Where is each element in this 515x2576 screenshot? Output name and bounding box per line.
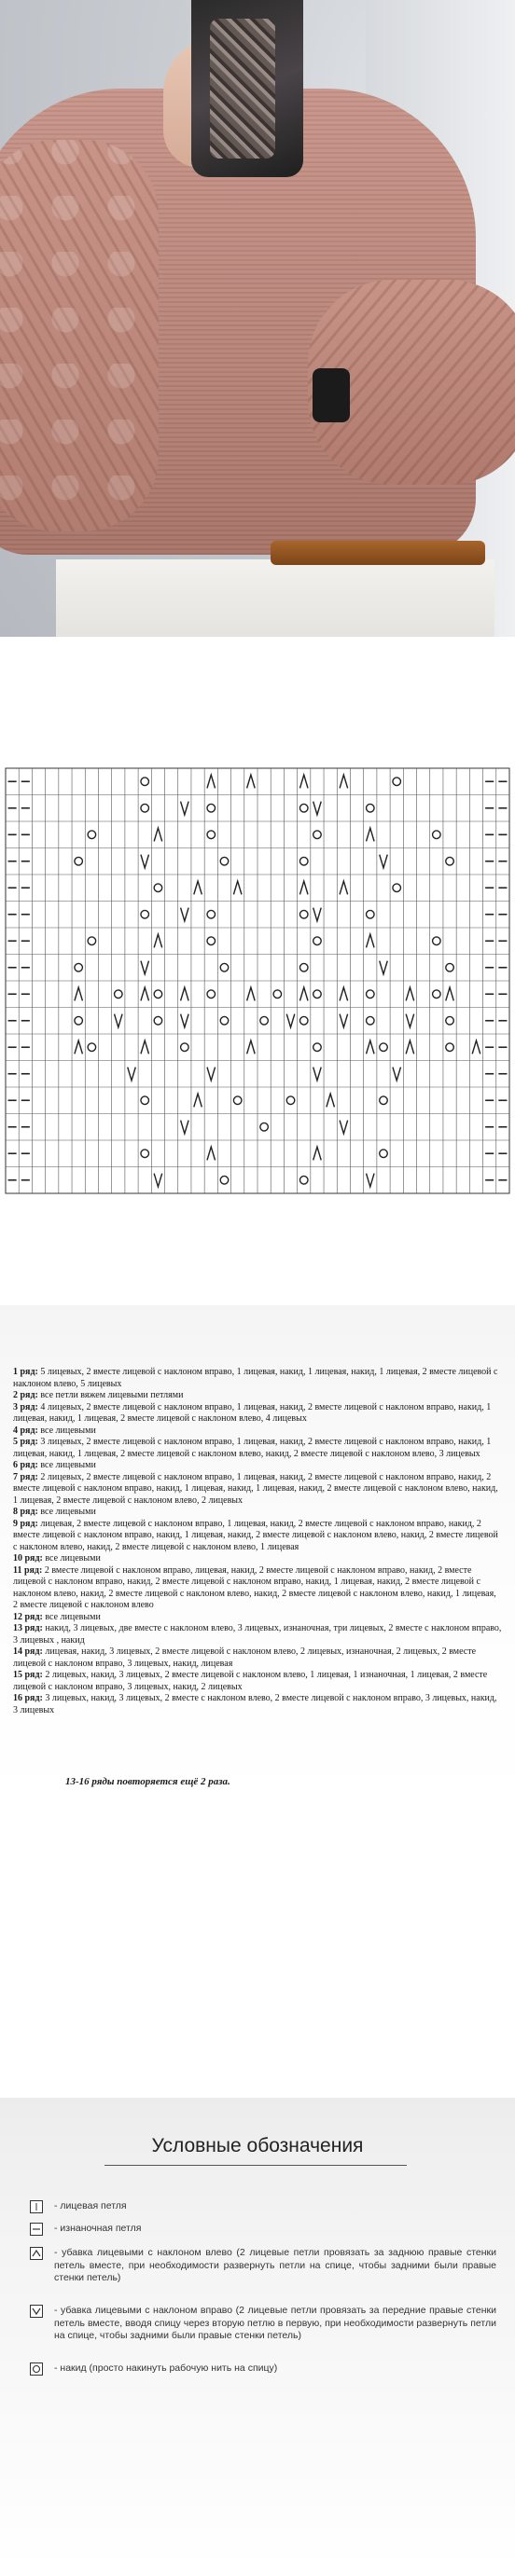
instruction-row xyxy=(13,1553,503,1565)
row-label: 8 ряд: xyxy=(13,1507,38,1517)
row-text: лицевая, накид, 3 лицевых, 2 вместе лицевой с наклоном влево, 2 лицевых, изнаночная, 2 лицевых, 2 вместе лицевой с наклоном вправо, 3 лицевых, накид, лицевая xyxy=(13,1646,477,1669)
instruction-row xyxy=(13,1507,503,1519)
row-label: 12 ряд: xyxy=(13,1611,43,1622)
row-label: 9 ряд: xyxy=(13,1518,38,1529)
legend-title: Условные обозначения xyxy=(151,2135,364,2156)
repeat-note: 13-16 ряды повторяется ещё 2 раза. xyxy=(65,1776,230,1787)
instruction-row xyxy=(13,1437,503,1460)
instruction-row xyxy=(13,1693,503,1716)
row-label: 6 ряд: xyxy=(13,1460,38,1470)
legend-item-decrease-left: - убавка лицевыми с наклоном влево (2 лицевые петли провязать за заднюю правые стенки петель вместе, при необходимости развернуть петли на спице, чтобы задними были правые стенки петель) xyxy=(30,2247,496,2285)
row-label: 2 ряд: xyxy=(13,1390,38,1400)
row-label: 4 ряд: xyxy=(13,1425,38,1436)
knit-stitch-icon xyxy=(30,2200,43,2213)
decrease-left-icon xyxy=(30,2247,43,2260)
yarn-over-icon xyxy=(30,2362,43,2376)
legend-item-knit: - лицевая петля xyxy=(30,2200,496,2213)
row-label: 15 ряд: xyxy=(13,1670,43,1680)
row-text: лицевая, 2 вместе лицевой с наклоном вправо, 1 лицевая, накид, 2 вместе лицевой с наклоном вправо, накид, 2 вместе лицевой с наклоном вправо, накид, 1 лицевая, накид, 2 вместе лицевой с наклоном влево, накид, 2 вместе лицевой с наклоном влево, накид, 2 вместе лицевой с наклоном влево, 1 лицевая xyxy=(13,1518,498,1552)
row-label: 13 ряд: xyxy=(13,1623,43,1633)
row-text: 2 лицевых, 2 вместе лицевой с наклоном вправо, 1 лицевая, накид, 2 вместе лицевой с наклоном вправо, накид, 2 вместе лицевой с наклоном вправо, накид, 1 лицевая, накид, 1 лицевая, накид, 2 вместе лицевой с наклоном влево, накид, 1 лицевая, 2 вместе лицевой с наклоном влево, 2 лицевых xyxy=(13,1471,498,1506)
row-text: 2 вместе лицевой с наклоном вправо, лицевая, накид, 2 вместе лицевой с наклоном вправо, накид, 2 вместе лицевой с наклоном вправо, накид, 2 вместе лицевой с наклоном вправо, накид, 1 лицевая, накид, 2 вместе лицевой с наклоном влево, накид, 2 вместе лицевой с наклоном влево, накид, 2 вместе лицевой с наклоном влево, накид, 1 лицевая, 2 вместе лицевой с наклоном влево xyxy=(13,1564,496,1610)
instruction-row xyxy=(13,1390,503,1402)
sweater-photo xyxy=(0,0,515,637)
row-label: 14 ряд: xyxy=(13,1646,43,1657)
legend-item-yarn-over: - накид (просто накинуть рабочую нить на спицу) xyxy=(30,2362,496,2376)
instruction-row xyxy=(13,1623,503,1646)
row-text: 2 лицевых, накид, 3 лицевых, 2 вместе лицевой с наклоном влево, 1 лицевая, 1 изнаночная, 1 лицевая, 2 вместе лицевой с наклоном вправо, 3 лицевых, накид, 2 лицевых xyxy=(13,1670,488,1692)
row-instructions xyxy=(13,1367,503,1716)
phone-case xyxy=(210,19,275,158)
row-text: все лицевыми xyxy=(37,1460,96,1470)
row-text: накид, 3 лицевых, две вместе с наклоном влево, 3 лицевых, изнаночная, три лицевых, 2 вместе с наклоном вправо, 3 лицевых , накид xyxy=(13,1623,502,1646)
instruction-row xyxy=(13,1519,503,1554)
knitting-chart-grid xyxy=(0,763,515,1201)
row-text: 5 лицевых, 2 вместе лицевой с наклоном вправо, 1 лицевая, накид, 1 лицевая, накид, 1 лицевая, 2 вместе лицевой с наклоном влево, 5 лицевых xyxy=(13,1367,498,1389)
row-text: все лицевыми xyxy=(42,1611,101,1622)
belt xyxy=(271,541,485,565)
row-label: 5 ряд: xyxy=(13,1437,38,1447)
instruction-row xyxy=(13,1472,503,1508)
smartwatch xyxy=(313,368,350,422)
purl-stitch-icon xyxy=(30,2223,43,2236)
row-label: 1 ряд: xyxy=(13,1367,38,1377)
legend-item-decrease-right: - убавка лицевыми с наклоном вправо (2 лицевые петли провязать за передние правые стенки петель вместе, вводя спицу через вторую петлю в первую, при необходимости развернуть петли на спице, чтобы задними были правые стенки петель) xyxy=(30,2305,496,2343)
instruction-row xyxy=(13,1402,503,1426)
white-pants xyxy=(56,559,494,637)
row-text: 3 лицевых, 2 вместе лицевой с наклоном вправо, 1 лицевая, накид, 2 вместе лицевой с наклоном вправо, накид, 1 лицевая, накид, 1 лицевая, 2 вместе лицевой с наклоном влево, накид, 2 вместе лицевой с наклоном влево, 3 лицевых xyxy=(13,1437,492,1459)
instruction-row xyxy=(13,1460,503,1472)
legend-item-purl: - изнаночная петля xyxy=(30,2223,496,2236)
instruction-row xyxy=(13,1565,503,1612)
sweater-left-sleeve xyxy=(0,140,159,531)
row-label: 3 ряд: xyxy=(13,1401,38,1412)
legend-panel xyxy=(0,2098,515,2576)
row-text: все лицевыми xyxy=(37,1507,96,1517)
row-label: 16 ряд: xyxy=(13,1693,43,1703)
instruction-row xyxy=(13,1670,503,1693)
decrease-right-icon xyxy=(30,2305,43,2318)
row-text: 3 лицевых, накид, 3 лицевых, 2 вместе с наклоном влево, 2 вместе лицевой с наклоном вправо, 3 лицевых, накид, 3 лицевых xyxy=(13,1693,497,1715)
row-text: все лицевыми xyxy=(37,1425,96,1436)
row-label: 11 ряд: xyxy=(13,1564,43,1576)
row-text: 4 лицевых, 2 вместе лицевой с наклоном вправо, 1 лицевая, накид, 2 вместе лицевой с наклоном вправо, накид, 1 лицевая, накид, 1 лицевая, 2 вместе лицевой с наклоном влево, 4 лицевых xyxy=(13,1401,492,1424)
row-label: 10 ряд: xyxy=(13,1553,43,1564)
row-label: 7 ряд: xyxy=(13,1471,38,1482)
instruction-row xyxy=(13,1646,503,1670)
knitting-chart xyxy=(0,763,515,1201)
instruction-row xyxy=(13,1612,503,1624)
row-instructions-panel xyxy=(0,1305,515,1846)
legend-divider xyxy=(104,2165,407,2166)
row-text: все лицевыми xyxy=(42,1553,101,1564)
instruction-row xyxy=(13,1426,503,1438)
instruction-row xyxy=(13,1367,503,1390)
row-text: все петли вяжем лицевыми петлями xyxy=(37,1390,184,1400)
